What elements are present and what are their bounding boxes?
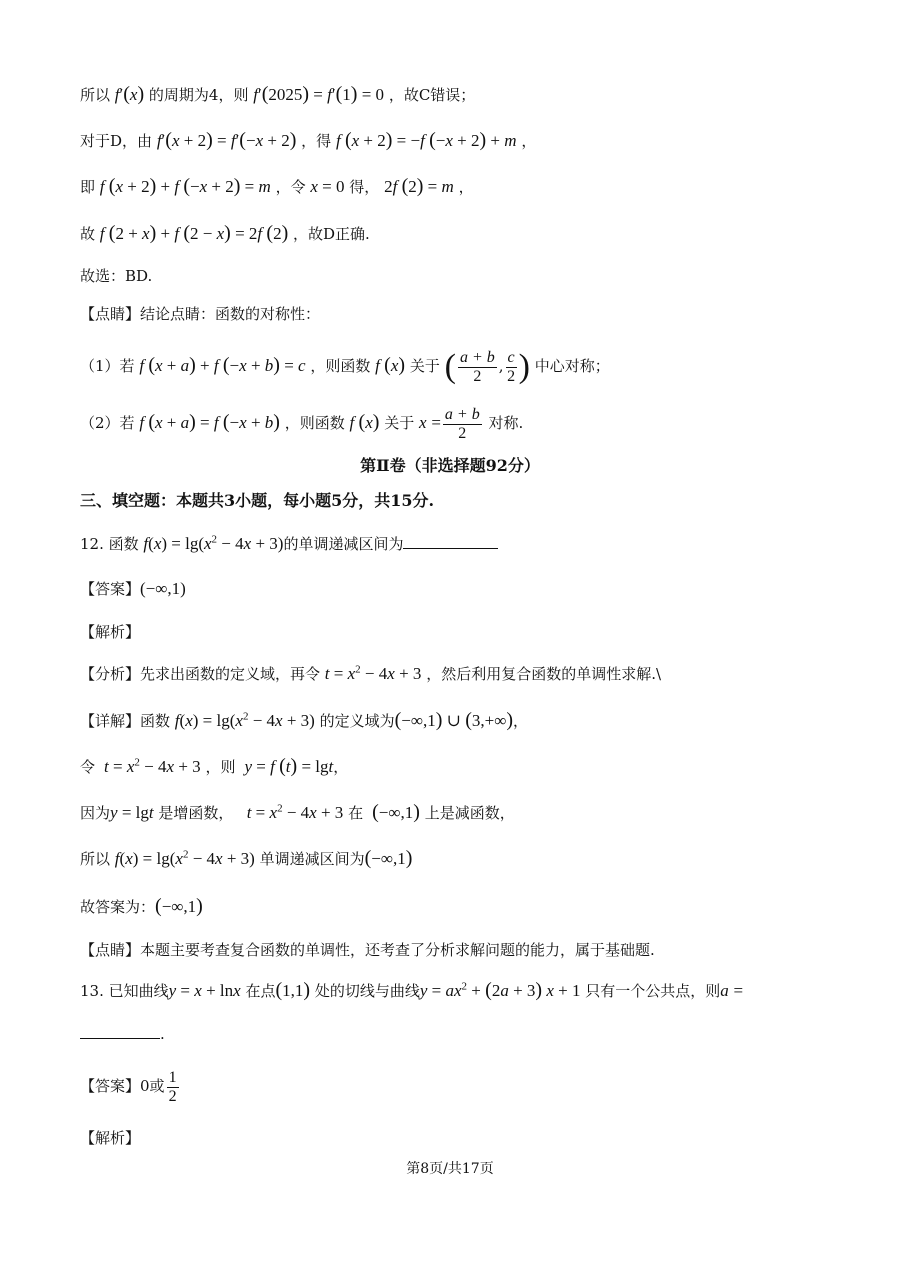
text: 【答案】 (80, 1077, 141, 1095)
math-expr: f (x) (349, 411, 380, 433)
q13-analysis-label: 【解析】 (80, 1129, 141, 1147)
text: 所以 (80, 86, 111, 104)
q12-analysis-label: 【解析】 (80, 623, 141, 641)
math-expr: $t = x^2 - 4x + 3$ (324, 663, 422, 683)
q13-blank-line (80, 1020, 860, 1048)
math-expr: $f(x) = \lg(x^2 - 4x + 3)$ (174, 710, 315, 730)
text: 只有一个公共点，则 (585, 982, 721, 1000)
text-line-1 (80, 80, 860, 109)
text: ，得 (301, 132, 332, 150)
text: ， (458, 178, 474, 196)
text-line-3 (80, 172, 860, 201)
fraction: $\frac{a + b}{2}$ (444, 405, 480, 442)
text: ，则函数 (310, 357, 371, 375)
dianjing-heading: 【点睛】结论点睛：函数的对称性： (80, 305, 321, 323)
math-expr: $t = x^2 - 4x + 3$ (246, 802, 344, 822)
text: 所以 (80, 850, 111, 868)
text: ，故C错误； (388, 86, 476, 104)
text: 得， (349, 178, 380, 196)
text: ，则 (205, 758, 236, 776)
fraction: $\frac{a + b}{2}$ (459, 348, 495, 385)
text: 故 (80, 225, 96, 243)
q12-final (80, 892, 860, 921)
answer-blank (403, 532, 498, 549)
math-expr: x = 0 (310, 177, 345, 196)
text: 故答案为： (80, 898, 156, 916)
answer-value: 0或 (140, 1077, 165, 1095)
text: 即 (80, 178, 96, 196)
math-expr: y = lgt (110, 803, 154, 822)
text: ， (513, 712, 529, 730)
math-expr: $y = ax^2 + (2a + 3) x + 1$ (419, 979, 581, 1001)
math-expr: (−∞,1) (364, 847, 413, 869)
math-expr: $t = x^2 - 4x + 3$ (104, 756, 201, 776)
text: （1）若 (80, 357, 135, 375)
math-expr: $f(x) = \lg(x^2 - 4x + 3)$ (143, 533, 284, 553)
text: 12. 函数 (80, 535, 139, 553)
math-expr: y = f (t) = lgt (244, 755, 334, 777)
text: 的单调递减区间为 (283, 535, 404, 553)
text: 单调递减区间为 (259, 850, 365, 868)
text: 上是减函数， (424, 804, 515, 822)
math-expr: (−∞,1) (372, 801, 420, 823)
q12-dianjing: 【点睛】本题主要考查复合函数的单调性，还考查了分析求解问题的能力，属于基础题. (80, 941, 655, 959)
text: 对于D，由 (80, 132, 153, 150)
text: 的定义域为 (319, 712, 395, 730)
text: ，令 (275, 178, 306, 196)
text: 【答案】 (80, 580, 141, 598)
math-expr: f (x + a) = f (−x + b) (139, 411, 280, 433)
math-expr: f′(2025) = f′(1) = 0 (253, 83, 385, 105)
text: 对称. (488, 414, 524, 432)
q12-fenxi (80, 660, 860, 688)
math-expr: a (720, 981, 729, 1000)
text: 关于 (409, 357, 440, 375)
paren: ( (444, 348, 456, 385)
q12-xiangjie (80, 706, 860, 735)
math-expr: (−∞,1) (155, 895, 203, 917)
math-expr: f′(x) (114, 83, 145, 105)
math-expr: f (x + 2) = −f (−x + 2) + m (335, 129, 517, 151)
text-line-2 (80, 126, 860, 155)
text: 【分析】先求出函数的定义域，再令 (80, 665, 321, 683)
text: ，然后利用复合函数的单调性求解.\ (426, 665, 662, 683)
text: 在点 (245, 982, 276, 1000)
q13-stem: 13. 已知曲线y = x + lnx 在点(1,1) 处的切线与曲线$y = ax^2 + (2a + 3) x + 1$ 只有一个公共点，则a = (80, 979, 744, 1001)
page-footer: 第8页/共17页 (406, 1161, 494, 1177)
text: ， (521, 132, 537, 150)
answer-value: (−∞,1) (140, 579, 186, 598)
answer-choice: 故选：BD. (80, 267, 153, 285)
text-line-8: （2）若 f (x + a) = f (−x + b) ，则函数 f (x) 关于 x = $\frac{a + b}{2}$ 对称. (80, 405, 524, 442)
math-expr: f (2 + x) + f (2 − x) = 2f (2) (99, 222, 289, 244)
text: 是增函数， (158, 804, 234, 822)
text: ， (333, 758, 349, 776)
fraction: $\frac{c}{2}$ (507, 348, 516, 385)
text: 【详解】函数 (80, 712, 171, 730)
math-expr: f (x) (375, 354, 406, 376)
text: 13. 已知曲线 (80, 982, 169, 1000)
q12-answer (80, 575, 860, 603)
text: 处的切线与曲线 (314, 982, 420, 1000)
math-expr: f (x + 2) + f (−x + 2) = m (99, 175, 271, 197)
text: （2）若 (80, 414, 135, 432)
section-title: 第Ⅱ卷（非选择题92分） (360, 456, 540, 475)
math-expr: (−∞,1) ∪ (3,+∞) (394, 709, 513, 731)
math-expr: $f(x) = \lg(x^2 - 4x + 3)$ (114, 848, 255, 868)
text: . (160, 1025, 165, 1043)
text: ，故D正确. (293, 225, 370, 243)
text-line-7: （1）若 f (x + a) + f (−x + b) = c ，则函数 f (x) 关于 ( $\frac{a + b}{2}$ , $\frac{c}{2}$ ) 中心对称； (80, 348, 610, 385)
text: ，则函数 (284, 414, 345, 432)
math-expr: f (x + a) + f (−x + b) = c (139, 354, 306, 376)
text: 在 (348, 804, 364, 822)
math-expr: f′(x + 2) = f′(−x + 2) (156, 129, 297, 151)
math-expr: x (418, 413, 427, 432)
text: 令 (80, 758, 96, 776)
text: 的周期为4，则 (148, 86, 249, 104)
text-line-4 (80, 219, 860, 248)
paren: ) (518, 348, 530, 385)
math-expr: y = x + lnx (168, 981, 241, 1000)
q12-because (80, 798, 860, 827)
text: 关于 (384, 414, 415, 432)
answer-blank (80, 1024, 160, 1039)
part-heading: 三、填空题：本题共3小题，每小题5分，共15分. (80, 491, 435, 510)
q12-ling (80, 752, 860, 781)
math-expr: 2f (2) = m (384, 175, 454, 197)
text: 中心对称； (534, 357, 610, 375)
q12-stem (80, 530, 860, 558)
q13-answer (80, 1066, 860, 1106)
q12-so (80, 844, 860, 873)
math-expr: (1,1) (275, 979, 311, 1001)
fraction: $\frac{1}{2}$ (168, 1068, 177, 1105)
text: 因为 (80, 804, 111, 822)
